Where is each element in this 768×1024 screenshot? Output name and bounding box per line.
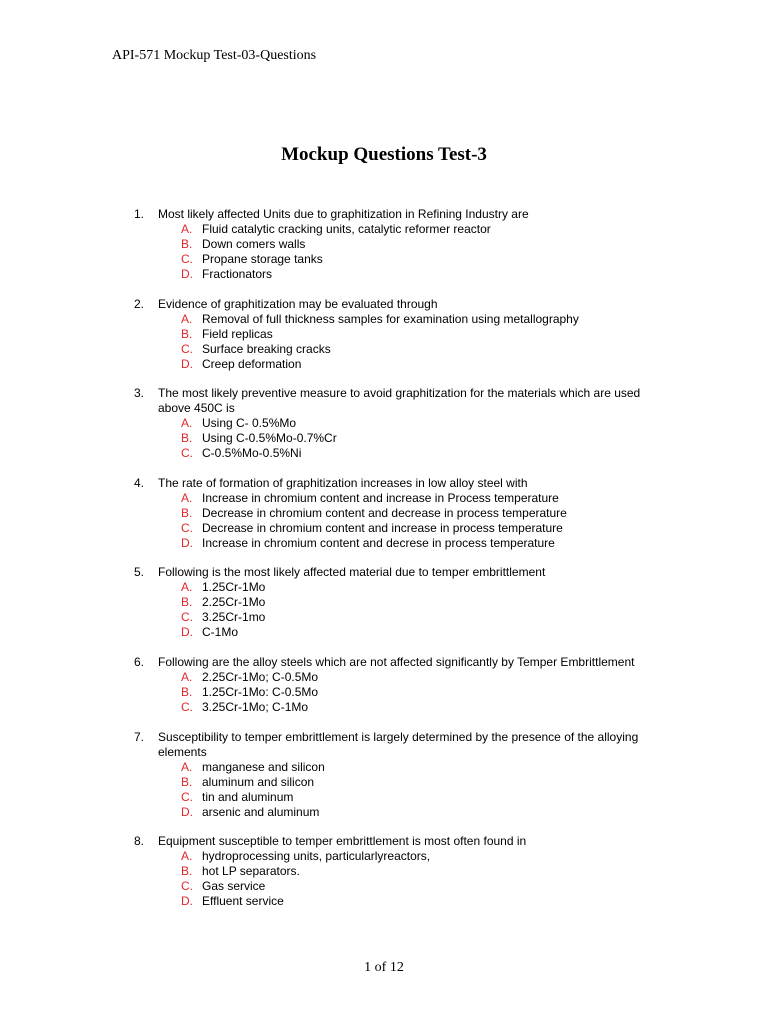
option-text: arsenic and aluminum [202, 804, 320, 819]
option-text: C-1Mo [202, 625, 239, 640]
question-number: 4. [134, 475, 145, 490]
question-line [134, 834, 644, 849]
question-line [134, 476, 644, 491]
option-letter: B. [181, 774, 193, 789]
answer-option [181, 327, 644, 342]
option-letter: D. [181, 804, 193, 819]
option-letter: B. [181, 684, 193, 699]
option-letter: C. [181, 789, 193, 804]
answer-option [181, 879, 644, 894]
option-letter: C. [181, 610, 193, 625]
question-text: Evidence of graphitization may be evaluated through [158, 296, 438, 311]
answer-option [181, 790, 644, 805]
option-text: 3.25Cr-1Mo; C-1Mo [202, 699, 309, 714]
option-letter: C. [181, 699, 193, 714]
question-line [134, 207, 644, 222]
question-line [134, 565, 644, 580]
answer-option [181, 670, 644, 685]
answer-option [181, 237, 644, 252]
answer-option [181, 625, 644, 640]
answer-option [181, 580, 644, 595]
option-letter: A. [181, 416, 193, 431]
running-header: API-571 Mockup Test-03-Questions [112, 48, 317, 63]
answer-option [181, 521, 644, 536]
option-text: Propane storage tanks [202, 252, 323, 266]
question-item [134, 834, 644, 909]
page-number: 1 of 12 [364, 960, 404, 975]
option-letter: A. [181, 849, 193, 864]
option-text: Increase in chromium content and increase in Process temperature [202, 490, 559, 505]
question-number: 6. [134, 654, 145, 669]
option-text: manganese and silicon [202, 759, 325, 774]
question-list [134, 207, 644, 924]
option-letter: B. [181, 864, 193, 879]
question-number: 8. [134, 834, 145, 849]
answer-option [181, 700, 644, 715]
answer-option [181, 416, 644, 431]
answer-option [181, 267, 644, 282]
option-letter: B. [181, 595, 193, 610]
answer-option [181, 849, 644, 864]
option-text: Fluid catalytic cracking units, catalytic reformer reactor [202, 222, 491, 236]
option-letter: C. [181, 520, 193, 535]
option-letter: A. [181, 311, 193, 326]
option-text: Down comers walls [202, 237, 306, 251]
answer-option [181, 760, 644, 775]
option-letter: A. [181, 759, 193, 774]
option-letter: D. [181, 356, 193, 371]
answer-option [181, 894, 644, 909]
answer-option [181, 864, 644, 879]
option-letter: A. [181, 222, 193, 236]
option-letter: C. [181, 879, 193, 894]
question-text: Following is the most likely affected material due to temper embrittlement [158, 565, 546, 580]
answer-option [181, 431, 644, 446]
option-text: hot LP separators. [202, 864, 300, 879]
question-line [134, 655, 644, 670]
question-item [134, 297, 644, 372]
option-letter: D. [181, 535, 193, 550]
question-number: 7. [134, 729, 145, 744]
option-letter: D. [181, 894, 193, 909]
answer-option [181, 805, 644, 820]
answer-option [181, 775, 644, 790]
question-line [134, 730, 644, 760]
question-text: Following are the alloy steels which are not affected significantly by Temper Embrittlement [158, 654, 635, 669]
option-letter: C. [181, 341, 193, 356]
option-text: Using C-0.5%Mo-0.7%Cr [202, 431, 337, 446]
answer-option [181, 506, 644, 521]
page-title: Mockup Questions Test-3 [281, 144, 487, 165]
option-text: Removal of full thickness samples for examination using metallography [202, 311, 579, 326]
option-text: aluminum and silicon [202, 774, 315, 789]
answer-option [181, 312, 644, 327]
option-text: 1.25Cr-1Mo [202, 580, 266, 595]
option-letter: C. [181, 252, 193, 266]
answer-option [181, 357, 644, 372]
option-text: Gas service [202, 879, 266, 894]
option-letter: C. [181, 446, 193, 461]
option-text: Decrease in chromium content and decrease in process temperature [202, 505, 567, 520]
option-text: Using C- 0.5%Mo [202, 416, 297, 431]
option-text: 2.25Cr-1Mo; C-0.5Mo [202, 669, 319, 684]
question-line [134, 297, 644, 312]
question-line [134, 386, 644, 416]
question-text: Equipment susceptible to temper embrittlement is most often found in [158, 834, 527, 849]
answer-option [181, 595, 644, 610]
answer-option [181, 252, 644, 267]
question-item [134, 476, 644, 551]
option-letter: B. [181, 326, 193, 341]
answer-option [181, 685, 644, 700]
option-text: 1.25Cr-1Mo: C-0.5Mo [202, 684, 319, 699]
question-item [134, 207, 644, 282]
option-letter: B. [181, 237, 193, 251]
answer-option [181, 491, 644, 506]
question-text: Susceptibility to temper embrittlement is largely determined by the presence of the alloying elements [158, 729, 639, 759]
option-letter: D. [181, 625, 193, 640]
question-number: 3. [134, 386, 145, 401]
question-item [134, 565, 644, 640]
question-item [134, 386, 644, 461]
question-text: Most likely affected Units due to graphitization in Refining Industry are [158, 207, 529, 221]
question-item [134, 655, 644, 715]
answer-option [181, 342, 644, 357]
option-letter: A. [181, 669, 193, 684]
option-letter: A. [181, 580, 193, 595]
question-number: 2. [134, 296, 145, 311]
answer-option [181, 610, 644, 625]
option-text: 2.25Cr-1Mo [202, 595, 266, 610]
answer-option [181, 446, 644, 461]
option-text: Decrease in chromium content and increase in process temperature [202, 520, 563, 535]
option-text: 3.25Cr-1mo [202, 610, 266, 625]
option-text: hydroprocessing units, particularlyreactors, [202, 849, 431, 864]
option-text: Fractionators [202, 267, 273, 281]
option-letter: A. [181, 490, 193, 505]
answer-option [181, 536, 644, 551]
option-text: Creep deformation [202, 356, 302, 371]
option-text: Surface breaking cracks [202, 341, 331, 356]
question-item [134, 730, 644, 820]
option-letter: B. [181, 505, 193, 520]
question-text: The rate of formation of graphitization increases in low alloy steel with [158, 475, 528, 490]
option-text: Field replicas [202, 326, 273, 341]
option-text: Increase in chromium content and decrese in process temperature [202, 535, 555, 550]
option-text: C-0.5%Mo-0.5%Ni [202, 446, 302, 461]
option-text: tin and aluminum [202, 789, 294, 804]
question-text: The most likely preventive measure to avoid graphitization for the materials which are used above 450C is [158, 386, 641, 416]
option-text: Effluent service [202, 894, 284, 909]
question-number: 1. [134, 207, 145, 221]
option-letter: D. [181, 267, 193, 281]
question-number: 5. [134, 565, 145, 580]
option-letter: B. [181, 431, 193, 446]
answer-option [181, 222, 644, 237]
